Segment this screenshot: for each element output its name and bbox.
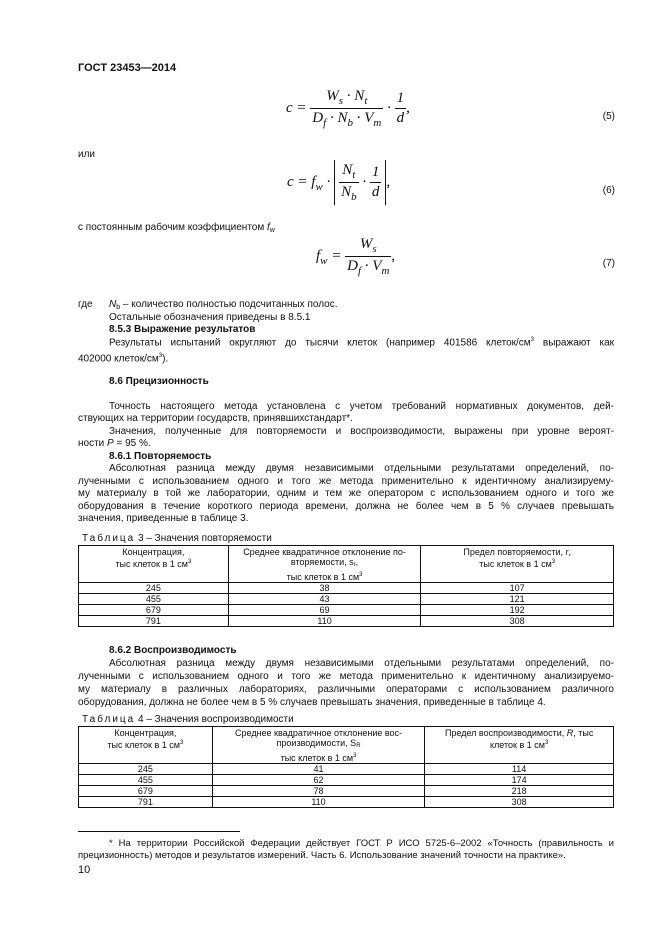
equation-number-6: (6) bbox=[602, 185, 615, 196]
table-cell: 245 bbox=[79, 764, 213, 775]
other-notations: Остальные обозначения приведены в 8.5.1 bbox=[109, 312, 311, 323]
equation-number-7: (7) bbox=[602, 258, 615, 269]
table-row bbox=[79, 605, 614, 616]
precision-para-2-line-1: Значения, полученные для повторяемости и воспроизводимости, выражены при уровне вероят- bbox=[109, 426, 614, 437]
table-cell: 114 bbox=[425, 764, 614, 775]
where-label: где bbox=[78, 299, 93, 310]
table-cell: 679 bbox=[79, 786, 213, 797]
table-cell: 107 bbox=[421, 583, 614, 594]
table-3-repeatability bbox=[78, 545, 614, 627]
formula-5: c = $\frac{W_s \cdot N_t}{D_f \cdot N_b \cdot V_m}$ · $\frac{1}{d}$ , bbox=[286, 88, 410, 129]
table-row bbox=[79, 797, 614, 808]
table-row bbox=[79, 764, 614, 775]
page-number: 10 bbox=[78, 864, 91, 876]
table-cell: 62 bbox=[212, 775, 425, 786]
table-row bbox=[79, 594, 614, 605]
table-cell: 110 bbox=[212, 797, 425, 808]
table-cell: 38 bbox=[228, 583, 421, 594]
table-cell: 308 bbox=[421, 616, 614, 627]
formula-6: $c = f_w$ · $\frac{N_t}{N_b}$ · $\frac{1}{d}$ , bbox=[287, 162, 391, 203]
footnote-line-2: прецизионность) методов и результатов измерений. Часть 6. Использование значений точности на практике». bbox=[78, 850, 566, 861]
table-cell: 791 bbox=[79, 616, 229, 627]
section-8-6-title: 8.6 Прецизионность bbox=[109, 376, 209, 387]
table-cell: 455 bbox=[79, 775, 213, 786]
section-8-5-3-title: 8.5.3 Выражение результатов bbox=[109, 324, 256, 335]
table-cell: 192 bbox=[421, 605, 614, 616]
table-cell: 43 bbox=[228, 594, 421, 605]
table-cell: 174 bbox=[425, 775, 614, 786]
table-cell: 110 bbox=[228, 616, 421, 627]
table-cell: 308 bbox=[425, 797, 614, 808]
formula-7: $f_w$ = $\frac{W_s}{D_f \cdot V_m}$ , bbox=[316, 236, 396, 277]
section-8-6-2-title: 8.6.2 Воспроизводимость bbox=[109, 645, 237, 656]
equation-number-5: (5) bbox=[602, 111, 615, 122]
table-3-header-concentration: Концентрация, тыс клеток в 1 $см^3$ bbox=[79, 546, 229, 583]
table-cell: 245 bbox=[79, 583, 229, 594]
table-row bbox=[79, 583, 614, 594]
table-4-header-concentration: Концентрация, тыс клеток в 1 $см^3$ bbox=[79, 727, 213, 764]
table-row bbox=[79, 775, 614, 786]
repeatability-line-2: лученными с использованием одного и того же метода применительно к идентичному анализируему- bbox=[78, 476, 614, 487]
precision-para-1-line-2: ствующих на территории государств, принявшихстандарт*. bbox=[78, 413, 353, 424]
results-line-2: 402000 клеток/$см^3$). bbox=[78, 353, 169, 365]
repeatability-line-1: Абсолютная разница между двумя независимыми отдельными результатами определений, по- bbox=[109, 463, 614, 474]
reproducibility-line-4: оборудования, должна не более чем в 5 % случаев превышать значения, приведенные в таблице 4. bbox=[78, 697, 546, 708]
or-word: или bbox=[78, 149, 96, 160]
constant-factor-text: с постоянным рабочим коэффициентом $f_w$ bbox=[78, 222, 275, 234]
table-4-header-std-dev: Среднее квадратичное отклонение вос- производимости, $S_R$ тыс клеток в 1 $см^3$ bbox=[212, 727, 425, 764]
table-3-header-std-dev: Среднее квадратичное отклонение по- вторяемости, $s_r$, тыс клеток в 1 $см^3$ bbox=[228, 546, 421, 583]
table-row bbox=[79, 786, 614, 797]
repeatability-line-5: значения, приведенные в таблице 3. bbox=[78, 513, 249, 524]
footnote-line-1: * На территории Российской Федерации действует ГОСТ Р ИСО 5725-6–2002 «Точность (правильность и bbox=[109, 838, 614, 849]
table-cell: 41 bbox=[212, 764, 425, 775]
table-cell: 791 bbox=[79, 797, 213, 808]
repeatability-line-3: му материалу в той же лаборатории, одним и тем же оператором с использованием одного и того же bbox=[78, 488, 614, 499]
table-4-caption: Таблица 4 – Значения воспроизводимости bbox=[82, 714, 294, 725]
reproducibility-line-2: лученными с использованием одного и того же метода применительно к идентичному анализируемо- bbox=[78, 671, 614, 682]
table-cell: 69 bbox=[228, 605, 421, 616]
table-cell: 121 bbox=[421, 594, 614, 605]
table-row bbox=[79, 616, 614, 627]
results-line-1: Результаты испытаний округляют до тысячи клеток (например 401586 клеток/$см^3$ выражают как bbox=[109, 337, 615, 349]
table-cell: 218 bbox=[425, 786, 614, 797]
reproducibility-line-3: му материалу в различных лабораториях, различными операторами с использованием различного bbox=[78, 684, 614, 695]
reproducibility-line-1: Абсолютная разница между двумя независимыми отдельными результатами определений, по- bbox=[109, 658, 614, 669]
table-3-header-limit: Предел повторяемости, r, тыс клеток в 1 $см^3$ bbox=[421, 546, 614, 583]
table-cell: 679 bbox=[79, 605, 229, 616]
precision-para-2-line-2: ности P = 95 %. bbox=[78, 438, 151, 449]
table-cell: 78 bbox=[212, 786, 425, 797]
table-cell: 455 bbox=[79, 594, 229, 605]
table-4-reproducibility bbox=[78, 726, 614, 808]
where-definition: $N_b$ – количество полностью подсчитанных полос. bbox=[109, 299, 338, 311]
repeatability-line-4: оборудования в течение короткого периода времени, должна не более чем в 5 % случаев превышать bbox=[78, 501, 614, 512]
section-8-6-1-title: 8.6.1 Повторяемость bbox=[109, 451, 212, 462]
footnote-separator bbox=[78, 831, 240, 832]
table-4-header-limit: Предел воспроизводимости, R, тыс клеток в 1 $см^3$ bbox=[425, 727, 614, 764]
document-header: ГОСТ 23453—2014 bbox=[78, 62, 177, 74]
precision-para-1-line-1: Точность настоящего метода установлена с учетом требований нормативных документов, дей- bbox=[109, 401, 614, 412]
table-3-caption: Таблица 3 – Значения повторяемости bbox=[82, 533, 272, 544]
